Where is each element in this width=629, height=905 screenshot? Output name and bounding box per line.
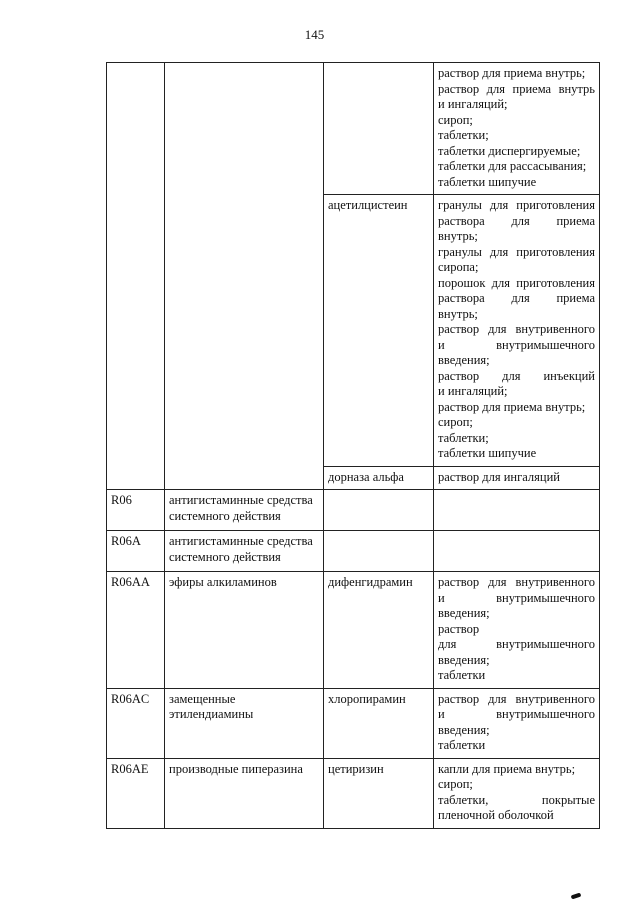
dosage-form-line: внутрь;: [438, 306, 478, 321]
dosage-form-line: гранулы для приготовления: [438, 198, 595, 212]
dosage-form-line: раствор для инъекций: [438, 368, 595, 383]
dosage-form-line: таблетки для рассасывания;: [438, 159, 587, 173]
table-row: [107, 572, 600, 689]
cell-drug-name: [324, 63, 434, 195]
cell-dosage-forms: [434, 195, 600, 467]
dosage-form-line: таблетки: [438, 668, 486, 682]
dosage-form-line: раствор для приема внутрь: [438, 81, 595, 96]
dosage-form-line: сироп;: [438, 415, 473, 429]
cell-dosage-forms: [434, 572, 600, 689]
dosage-form-line: раствор для внутривенного: [438, 691, 595, 706]
cell-dosage-forms: [434, 688, 600, 758]
cell-code: [107, 63, 165, 490]
dosage-form-line: гранулы для приготовления: [438, 244, 595, 259]
dosage-form-line: введения;: [438, 652, 490, 667]
cell-group: замещенные этилендиамины: [165, 688, 324, 758]
dosage-form-line: капли для приема внутрь;: [438, 761, 576, 776]
dosage-form-line: и внутримышечного: [438, 707, 595, 721]
cell-dosage-forms: [434, 758, 600, 828]
cell-code: R06AE: [107, 758, 165, 828]
cell-dosage-forms: [434, 466, 600, 490]
dosage-form-line: введения;: [438, 353, 490, 367]
dosage-form-line: таблетки шипучие: [438, 446, 537, 460]
cell-code: R06A: [107, 531, 165, 572]
dosage-form-line: раствор: [438, 621, 480, 636]
table-row: [107, 490, 600, 531]
dosage-form-line: и внутримышечного: [438, 337, 595, 352]
dosage-form-line: сиропа;: [438, 260, 479, 274]
dosage-form-line: для внутримышечного: [438, 637, 595, 651]
cell-code: R06AA: [107, 572, 165, 689]
dosage-form-line: и ингаляций;: [438, 97, 508, 111]
dosage-form-line: раствора для приема: [438, 213, 595, 228]
cell-drug-name: хлоропирамин: [324, 688, 434, 758]
dosage-form-line: таблетки: [438, 738, 486, 752]
dosage-form-line: таблетки, покрытые: [438, 792, 595, 807]
dosage-form-line: порошок для приготовления: [438, 275, 595, 290]
cell-code: R06: [107, 490, 165, 531]
dosage-form-line: внутрь;: [438, 229, 478, 243]
dosage-form-line: раствор для ингаляций: [438, 469, 560, 484]
dosage-form-line: таблетки;: [438, 430, 489, 445]
cell-drug-name: дифенгидрамин: [324, 572, 434, 689]
cell-drug-name: ацетилцистеин: [324, 195, 434, 467]
table-row: [107, 758, 600, 828]
dosage-form-line: раствор для приема внутрь;: [438, 399, 586, 414]
cell-drug-name: [324, 490, 434, 531]
dosage-form-line: раствора для приема: [438, 291, 595, 305]
dosage-form-line: таблетки шипучие: [438, 174, 537, 189]
cell-group: антигистаминные средства системного действия: [165, 531, 324, 572]
dosage-form-line: и внутримышечного: [438, 590, 595, 605]
cell-group: эфиры алкиламинов: [165, 572, 324, 689]
table-row: [107, 688, 600, 758]
cell-dosage-forms: [434, 63, 600, 195]
dosage-form-line: сироп;: [438, 777, 473, 791]
dosage-form-line: введения;: [438, 606, 490, 620]
corner-mark: [571, 893, 582, 900]
dosage-form-line: таблетки диспергируемые;: [438, 143, 581, 158]
cell-drug-name: цетиризин: [324, 758, 434, 828]
cell-drug-name: [324, 531, 434, 572]
cell-group: [165, 63, 324, 490]
dosage-form-line: пленочной оболочкой: [438, 808, 554, 822]
cell-drug-name: дорназа альфа: [324, 466, 434, 490]
cell-code: R06AC: [107, 688, 165, 758]
table-body: [107, 63, 600, 829]
dosage-form-line: раствор для внутривенного: [438, 575, 595, 589]
dosage-form-line: сироп;: [438, 112, 473, 127]
dosage-form-line: и ингаляций;: [438, 384, 508, 398]
table-row: [107, 63, 600, 195]
drug-table: [106, 62, 600, 829]
dosage-form-line: раствор для приема внутрь;: [438, 66, 586, 80]
cell-group: антигистаминные средства системного действия: [165, 490, 324, 531]
dosage-form-line: раствор для внутривенного: [438, 322, 595, 336]
cell-dosage-forms: [434, 531, 600, 572]
cell-group: производные пиперазина: [165, 758, 324, 828]
table-row: [107, 531, 600, 572]
dosage-form-line: таблетки;: [438, 128, 489, 142]
dosage-form-line: введения;: [438, 722, 490, 737]
cell-dosage-forms: [434, 490, 600, 531]
page-number: 145: [304, 27, 325, 42]
